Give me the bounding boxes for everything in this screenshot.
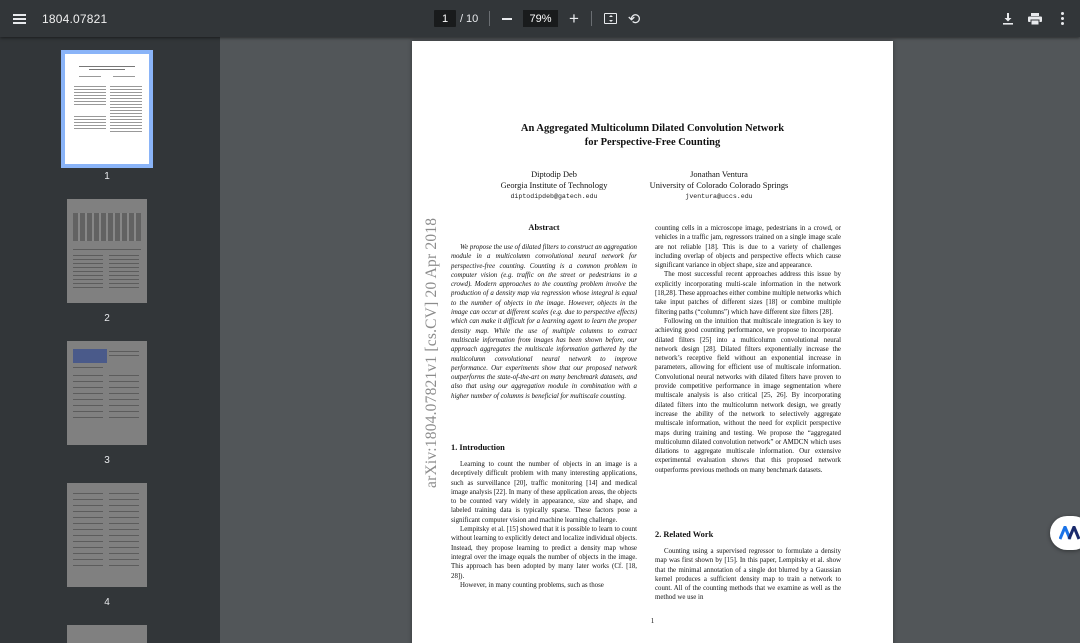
more-icon <box>1061 12 1064 25</box>
thumb-figure <box>73 213 141 241</box>
thumb-line <box>73 279 103 280</box>
thumb-line <box>73 381 103 382</box>
thumbnail-page-5-partial[interactable] <box>67 625 147 643</box>
thumb-line <box>74 119 106 120</box>
paragraph: However, in many counting problems, such as those <box>460 581 604 589</box>
thumb-line <box>109 553 139 554</box>
thumb-line <box>79 66 135 67</box>
thumb-line <box>109 259 139 260</box>
author-block-1 <box>474 169 634 202</box>
thumb-line <box>109 541 139 542</box>
rotate-button[interactable] <box>625 0 643 37</box>
download-icon <box>1002 13 1014 25</box>
introduction-body <box>451 460 637 590</box>
zoom-level-input[interactable]: 79% <box>523 10 558 27</box>
thumbnail-label: 4 <box>104 597 110 608</box>
author-block-2 <box>632 169 806 202</box>
thumb-line <box>109 375 139 376</box>
thumb-line <box>74 101 106 102</box>
thumb-line <box>110 110 142 111</box>
thumb-line <box>109 493 139 494</box>
thumb-line <box>74 125 106 126</box>
thumb-line <box>73 505 103 506</box>
thumb-line <box>73 565 103 566</box>
document-viewer[interactable] <box>220 37 1080 643</box>
thumb-line <box>109 505 139 506</box>
thumb-line <box>73 499 103 500</box>
thumbnail-sidebar <box>0 37 220 643</box>
paragraph: Learning to count the number of objects in an image is a deceptively difficult problem with many interesting applications, such as surveillance [20], traffic monitoring [14] and medical image analysis [22]. In many of these application areas, the objects to be counted vary widely in appearance, size and shape, and labeled training data is typically sparse. These factors pose a significant computer vision and machine learning challenge. <box>451 461 637 524</box>
thumb-line <box>73 387 103 388</box>
thumb-line <box>74 86 106 87</box>
thumb-line <box>110 95 142 96</box>
page-number-footer: 1 <box>650 617 655 625</box>
document-title: 1804.07821 <box>42 11 108 26</box>
author-email[interactable]: jventura@uccs.edu <box>685 193 753 200</box>
thumb-line <box>109 565 139 566</box>
abstract-text: We propose the use of dilated filters to construct an aggregation module in a multicolumn convolutional neural network for perspective-free counting. Counting is a common problem in computer vision (e.g. traffic on the street or pedestrians in a crowd). Modern approaches to the counting problem involve the production of a density map via regression whose integral is equal to the number of objects in the image. However, objects in the image can occur at different scales (e.g. due to perspective effects) which can make it difficult for a learning agent to learn the proper density map. While the use of multiple columns to extract multiscale information from images has been shown before, our approach aggregates the multiscale information gathered by the multicolumn convolutional neural network to improve performance. Our experiments show that our proposed network outperforms the state-of-the-art on many benchmark datasets, and also that using our aggregation module in combination with a higher number of columns is beneficial for multiscale counting. <box>451 244 637 400</box>
print-icon <box>1028 13 1042 25</box>
thumb-line <box>109 393 139 394</box>
rotate-icon: ⟲ <box>627 10 641 28</box>
thumb-line <box>110 86 142 87</box>
thumb-line <box>109 405 139 406</box>
thumbnail-page-1[interactable] <box>65 54 149 164</box>
page-total: 10 <box>466 12 479 25</box>
author-affiliation: Georgia Institute of Technology <box>500 181 608 190</box>
right-column-body <box>655 224 841 475</box>
thumb-line <box>73 535 103 536</box>
assistant-button[interactable] <box>1050 516 1080 550</box>
thumb-line <box>74 98 106 99</box>
pdf-page <box>412 41 893 643</box>
thumbnail-page-3[interactable] <box>67 341 147 445</box>
thumb-line <box>73 517 103 518</box>
thumb-line <box>110 116 142 117</box>
thumb-line <box>73 541 103 542</box>
download-button[interactable] <box>999 0 1017 37</box>
paragraph: The most successful recent approaches address this issue by explicitly incorporating multi-scale information in the network [18,28]. These approaches either combine multiple networks which take input patches of different sizes [18] or combine multiple filtering paths (“columns”) which have different size filters [28]. <box>655 271 841 316</box>
zoom-out-icon <box>502 18 512 20</box>
thumb-line <box>109 517 139 518</box>
paragraph: counting cells in a microscope image, pedestrians in a crowd, or vehicles in a traffic jam, regressors trained on a single image scale are not reliable [18]. This is due to a variety of challenges including overlap of objects and perspective effects which cause significant variance in object shape, size and appearance. <box>655 225 841 270</box>
thumb-line <box>109 499 139 500</box>
thumb-line <box>109 535 139 536</box>
abstract-heading: Abstract <box>528 223 560 232</box>
thumb-line <box>74 128 106 129</box>
thumb-line <box>110 113 142 114</box>
thumb-line <box>73 417 103 418</box>
thumb-line <box>73 287 103 288</box>
thumb-line <box>110 98 142 99</box>
thumb-line <box>73 367 103 368</box>
thumb-line <box>73 529 103 530</box>
thumb-line <box>110 89 142 90</box>
thumb-line <box>73 255 103 256</box>
thumb-line <box>109 387 139 388</box>
thumb-line <box>73 271 103 272</box>
paragraph: Counting using a supervised regressor to formulate a density map was first shown by [15]. In this paper, Lempitsky et al. show that the minimal annotation of a single dot blurred by a Gaussian kernel produces a sufficient density map to train a network to count. All of the counting methods that we examine as well as the method we use in <box>655 548 841 602</box>
thumb-line <box>109 411 139 412</box>
thumbnail-page-2[interactable] <box>67 199 147 303</box>
related-work-body <box>655 547 841 603</box>
thumb-line <box>110 122 142 123</box>
thumb-line <box>74 89 106 90</box>
page-number-input[interactable]: 1 <box>434 10 456 27</box>
thumb-line <box>73 411 103 412</box>
zoom-in-icon: + <box>569 8 579 28</box>
thumb-line <box>110 128 142 129</box>
thumb-line <box>109 263 139 264</box>
thumb-line <box>109 381 139 382</box>
thumb-figure <box>73 349 107 363</box>
thumb-line <box>110 101 142 102</box>
author-email[interactable]: diptodipdeb@gatech.edu <box>510 193 598 200</box>
paper-title-line-2: for Perspective-Free Counting <box>584 137 721 148</box>
thumb-line <box>73 393 103 394</box>
thumb-line <box>73 263 103 264</box>
thumb-line <box>113 76 135 77</box>
thumb-line <box>109 275 139 276</box>
thumb-line <box>109 279 139 280</box>
thumb-line <box>74 95 106 96</box>
author-name: Diptodip Deb <box>531 170 577 179</box>
author-affiliation: University of Colorado Colorado Springs <box>649 181 789 190</box>
thumb-line <box>109 529 139 530</box>
toolbar-divider <box>489 11 490 26</box>
pdf-toolbar <box>0 0 1080 37</box>
page-separator: / <box>460 12 464 25</box>
fit-page-button[interactable] <box>601 0 619 37</box>
thumbnail-page-4[interactable] <box>67 483 147 587</box>
thumb-line <box>109 511 139 512</box>
thumb-line <box>73 559 103 560</box>
menu-button[interactable] <box>6 0 32 37</box>
thumb-line <box>109 255 139 256</box>
introduction-heading: 1. Introduction <box>451 443 505 452</box>
thumb-line <box>74 104 106 105</box>
thumb-line <box>109 559 139 560</box>
thumb-line <box>73 547 103 548</box>
thumb-line <box>109 399 139 400</box>
thumb-line <box>110 131 142 132</box>
thumb-line <box>74 122 106 123</box>
thumb-line <box>109 271 139 272</box>
thumb-line <box>74 116 106 117</box>
thumb-line <box>109 417 139 418</box>
thumb-line <box>110 104 142 105</box>
paragraph: Lempitsky et al. [15] showed that it is possible to learn to count without learning to explicitly detect and localize individual objects. Instead, they propose learning to predict a density map whose integral over the image equals the number of objects in the image. This approach has been adopted by many later works (Cf. [18, 28]). <box>451 526 637 580</box>
arxiv-identifier-stamp: arXiv:1804.07821v1 [cs.CV] 20 Apr 2018 <box>423 217 440 488</box>
thumb-line <box>73 283 103 284</box>
thumb-line <box>73 493 103 494</box>
abstract-body <box>451 243 637 401</box>
thumb-line <box>109 355 139 356</box>
more-actions-button[interactable] <box>1053 0 1071 37</box>
thumb-line <box>110 107 142 108</box>
zoom-out-button[interactable] <box>498 0 516 37</box>
thumb-line <box>73 399 103 400</box>
thumbnail-label: 3 <box>104 455 110 466</box>
thumb-line <box>109 523 139 524</box>
thumb-line <box>110 92 142 93</box>
thumbnail-label: 1 <box>104 171 110 182</box>
thumb-line <box>109 267 139 268</box>
thumb-line <box>73 405 103 406</box>
thumb-line <box>109 547 139 548</box>
print-button[interactable] <box>1026 0 1044 37</box>
assistant-icon <box>1059 526 1080 540</box>
thumb-line <box>109 283 139 284</box>
author-name: Jonathan Ventura <box>690 170 748 179</box>
thumb-line <box>79 76 101 77</box>
thumb-line <box>109 287 139 288</box>
paragraph: Following on the intuition that multiscale integration is key to achieving good counting performance, we propose to incorporate dilated filters [25] into a multicolumn convolutional neural network design [28]. Dilated filters exponentially increase the network’s receptive field without an exponential increase in parameters, allowing for efficient use of multiscale information. Convolutional neural networks with dilated filters have proven to provide competitive performance in image segmentation where multiscale analysis is also critical [25, 26]. By incorporating dilated filters into the multicolumn network design, we greatly increase the ability of the network to selectively aggregate multiscale information, without the need for explicit perspective maps during training and testing. We propose the “aggregated multicolumn dilated convolution network” or AMDCN which uses dilations to aggregate multiscale information. Our extensive experimental evaluation shows that this proposed network outperforms previous methods on many benchmark datasets. <box>655 317 841 474</box>
thumb-line <box>109 351 139 352</box>
toolbar-divider <box>591 11 592 26</box>
thumbnail-label: 2 <box>104 313 110 324</box>
related-work-heading: 2. Related Work <box>655 530 714 539</box>
thumb-line <box>73 523 103 524</box>
fit-page-icon <box>604 13 617 24</box>
thumb-line <box>73 511 103 512</box>
thumb-line <box>110 125 142 126</box>
thumb-line <box>73 553 103 554</box>
thumb-line <box>89 69 125 70</box>
thumb-line <box>110 119 142 120</box>
thumb-line <box>73 375 103 376</box>
thumb-line <box>74 92 106 93</box>
menu-icon <box>13 14 26 24</box>
zoom-in-button[interactable] <box>565 0 583 37</box>
thumb-line <box>73 259 103 260</box>
thumb-line <box>73 249 141 250</box>
thumb-line <box>73 275 103 276</box>
thumb-line <box>73 267 103 268</box>
paper-title-line-1: An Aggregated Multicolumn Dilated Convolution Network <box>520 123 785 134</box>
